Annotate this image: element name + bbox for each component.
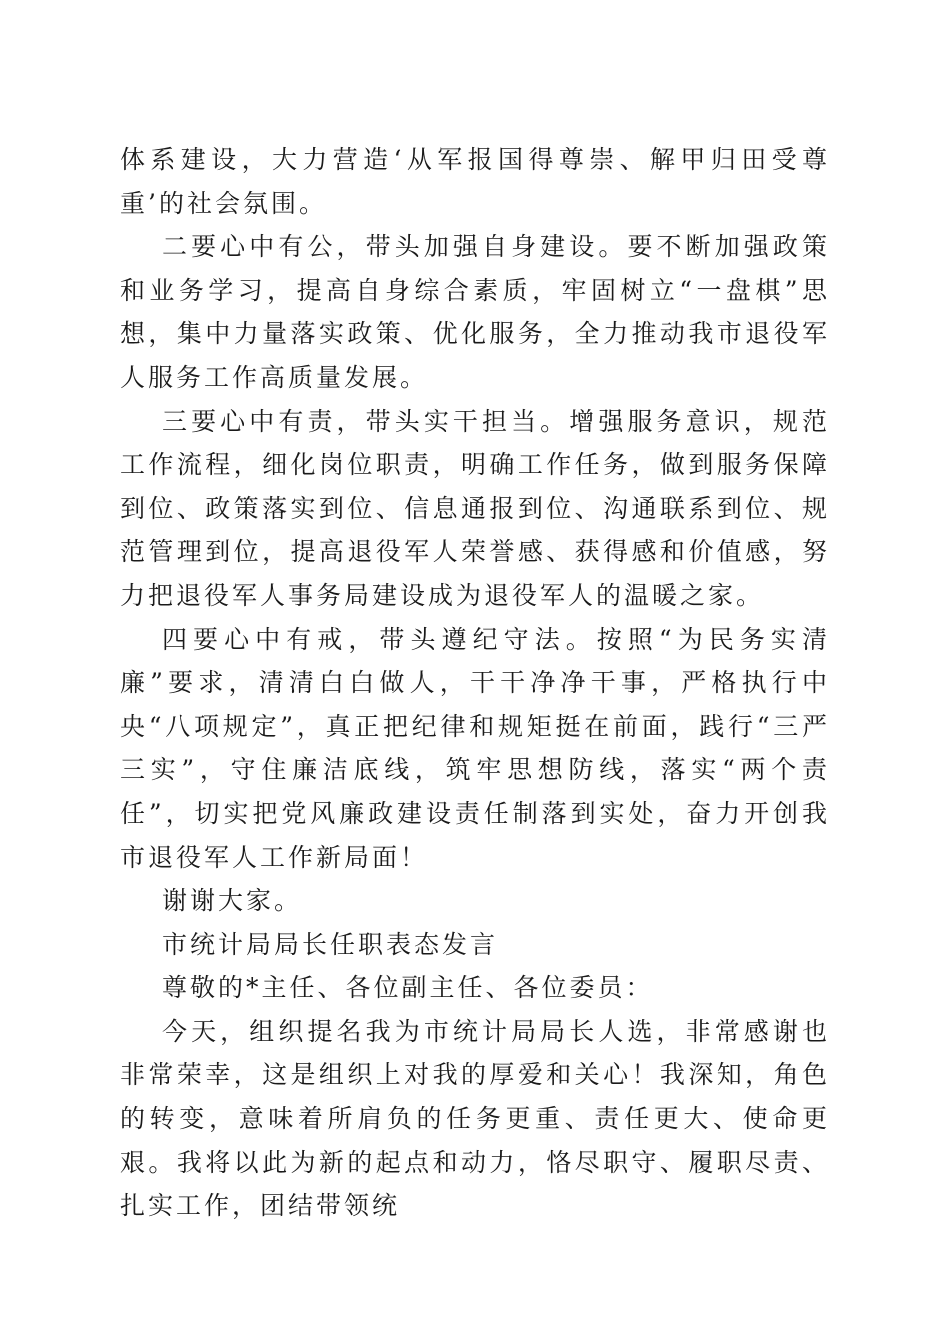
salutation: 尊敬的*主任、各位副主任、各位委员： — [162, 973, 654, 1003]
paragraph-opening: 今天，组织提名我为市统计局局长人选，非常感谢也非常荣幸，这是组织上对我的厚爱和关心！我深知，角色的转变，意味着所肩负的任务更重、责任更大、使命更艰。我将以此为新的起点和动力，恪尽职守、履职尽责、扎实工作，团结带领统 — [120, 1016, 830, 1221]
paragraph-point-four: 四要心中有戒，带头遵纪守法。按照“为民务实清廉”要求，清清白白做人，干干净净干事，严格执行中央“八项规定”，真正把纪律和规矩挺在前面，践行“三严三实”，守住廉洁底线，筑牢思想防线，落实“两个责任”，切实把党风廉政建设责任制落到实处，奋力开创我市退役军人工作新局面！ — [120, 624, 830, 872]
paragraph-thanks: 谢谢大家。 — [162, 886, 303, 916]
document-body — [120, 138, 830, 1228]
section-title: 市统计局局长任职表态发言 — [162, 929, 499, 959]
paragraph-point-two: 二要心中有公，带头加强自身建设。要不断加强政策和业务学习，提高自身综合素质，牢固树立“一盘棋”思想，集中力量落实政策、优化服务，全力推动我市退役军人服务工作高质量发展。 — [120, 232, 830, 392]
paragraph-point-three: 三要心中有责，带头实干担当。增强服务意识，规范工作流程，细化岗位职责，明确工作任务，做到服务保障到位、政策落实到位、信息通报到位、沟通联系到位、规范管理到位，提高退役军人荣誉感、获得感和价值感，努力把退役军人事务局建设成为退役军人的温暖之家。 — [120, 406, 830, 610]
paragraph-continuation: 体系建设，大力营造‘从军报国得尊崇、解甲归田受尊重’的社会氛围。 — [120, 145, 830, 218]
